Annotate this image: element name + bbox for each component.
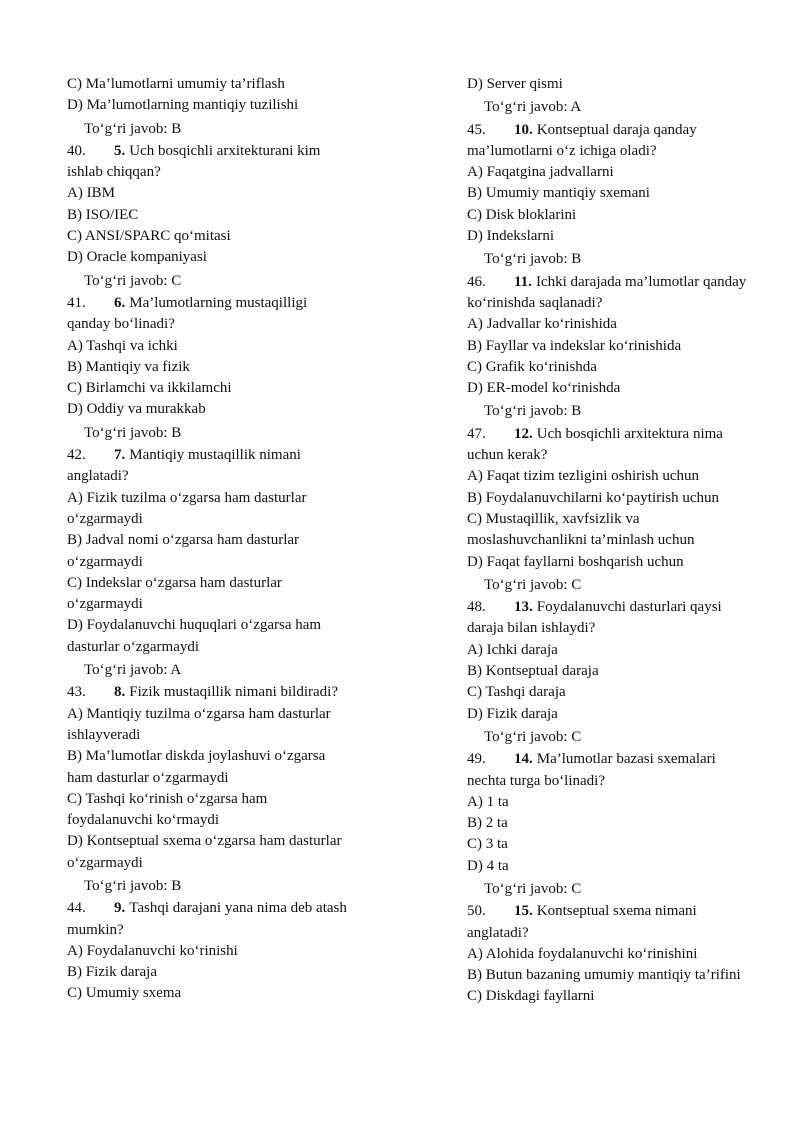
- question-heading: [67, 898, 377, 919]
- question-number: 41.: [67, 294, 86, 311]
- question-subnumber: 8.: [114, 684, 126, 701]
- answer-option: ishlayveradi: [67, 726, 141, 743]
- question-number: 40.: [67, 142, 86, 159]
- question-text: Mantiqiy mustaqillik nimani: [129, 447, 301, 464]
- question-text: Fizik mustaqillik nimani bildiradi?: [129, 684, 338, 701]
- answer-option: B) Ma’lumotlar diskda joylashuvi o‘zgarsa: [67, 748, 326, 765]
- question-subnumber: 12.: [514, 425, 533, 442]
- answer-option: C) Umumiy sxema: [67, 985, 182, 1002]
- question-number: 48.: [467, 599, 486, 616]
- right-column: [467, 74, 772, 1008]
- question-text-continued: mumkin?: [67, 921, 124, 938]
- answer-option: D) 4 ta: [467, 857, 509, 874]
- question-block: [467, 749, 772, 900]
- correct-answer: To‘g‘ri javob: B: [84, 120, 182, 137]
- question-text: Uch bosqichli arxitektura nima: [536, 425, 723, 442]
- answer-option: C) Birlamchi va ikkilamchi: [67, 380, 232, 397]
- question-block: [467, 272, 772, 423]
- answer-option: o‘zgarmaydi: [67, 510, 143, 527]
- question-block: [67, 445, 377, 681]
- question-block: [67, 141, 377, 292]
- answer-option: C) 3 ta: [467, 836, 508, 853]
- question-heading: [467, 901, 772, 922]
- question-text: Foydalanuvchi dasturlari qaysi: [536, 599, 722, 616]
- question-number: 44.: [67, 900, 86, 917]
- question-subnumber: 7.: [114, 447, 126, 464]
- question-text-continued: ishlab chiqqan?: [67, 164, 161, 181]
- question-number: 45.: [467, 121, 486, 138]
- answer-option: B) Mantiqiy va fizik: [67, 358, 190, 375]
- question-number: 42.: [67, 447, 86, 464]
- question-block: [467, 424, 772, 596]
- question-heading: [67, 141, 377, 162]
- answer-option: o‘zgarmaydi: [67, 553, 143, 570]
- question-subnumber: 5.: [114, 142, 126, 159]
- question-block: [467, 120, 772, 271]
- answer-option: A) Alohida foydalanuvchi ko‘rinishini: [467, 945, 698, 962]
- question-subnumber: 10.: [514, 121, 533, 138]
- answer-option: D) Ma’lumotlarning mantiqiy tuzilishi: [67, 97, 299, 114]
- question-text: Uch bosqichli arxitekturani kim: [129, 142, 321, 159]
- question-text-continued: ma’lumotlarni o‘z ichiga oladi?: [467, 142, 657, 159]
- question-block: [67, 898, 377, 1004]
- question-heading: [467, 424, 772, 445]
- answer-option: B) Kontseptual daraja: [467, 663, 599, 680]
- question-number: 46.: [467, 273, 486, 290]
- answer-option: A) Tashqi va ichki: [67, 337, 178, 354]
- question-text: Kontseptual sxema nimani: [536, 903, 697, 920]
- answer-option: ham dasturlar o‘zgarmaydi: [67, 769, 229, 786]
- answer-option: C) Mustaqillik, xavfsizlik va: [467, 510, 640, 527]
- answer-option: A) Jadvallar ko‘rinishida: [467, 316, 617, 333]
- correct-answer: To‘g‘ri javob: B: [84, 424, 182, 441]
- answer-option: dasturlar o‘zgarmaydi: [67, 638, 200, 655]
- question-text-continued: anglatadi?: [67, 468, 129, 485]
- answer-option: C) Diskdagi fayllarni: [467, 988, 595, 1005]
- question-block: [467, 901, 772, 1007]
- question-text-continued: anglatadi?: [467, 924, 529, 941]
- answer-option: B) Fizik daraja: [67, 964, 157, 981]
- question-subnumber: 14.: [514, 751, 533, 768]
- question-text-continued: daraja bilan ishlaydi?: [467, 620, 596, 637]
- question-text: Ma’lumotlar bazasi sxemalari: [536, 751, 716, 768]
- answer-option: B) Fayllar va indekslar ko‘rinishida: [467, 337, 682, 354]
- answer-option: B) Butun bazaning umumiy mantiqiy ta’rifini: [467, 967, 741, 984]
- correct-answer: To‘g‘ri javob: B: [84, 877, 182, 894]
- question-number: 50.: [467, 903, 486, 920]
- question-text: Kontseptual daraja qanday: [536, 121, 697, 138]
- answer-option: B) 2 ta: [467, 815, 508, 832]
- left-column: [67, 74, 377, 1005]
- question-heading: [67, 682, 377, 703]
- answer-option: A) Faqatgina jadvallarni: [467, 164, 614, 181]
- question-heading: [67, 445, 377, 466]
- question-number: 47.: [467, 425, 486, 442]
- answer-option: A) IBM: [67, 185, 115, 202]
- answer-option: D) Oddiy va murakkab: [67, 401, 206, 418]
- question-heading: [467, 120, 772, 141]
- answer-option: C) Tashqi ko‘rinish o‘zgarsa ham: [67, 790, 268, 807]
- answer-option: D) Fizik daraja: [467, 705, 558, 722]
- correct-answer: To‘g‘ri javob: A: [484, 99, 582, 116]
- answer-option: B) Umumiy mantiqiy sxemani: [467, 185, 650, 202]
- correct-answer: To‘g‘ri javob: A: [84, 662, 182, 679]
- question-heading: [467, 749, 772, 770]
- question-block: [67, 682, 377, 897]
- answer-option: o‘zgarmaydi: [67, 596, 143, 613]
- answer-option: A) Mantiqiy tuzilma o‘zgarsa ham dasturlar: [67, 705, 331, 722]
- question-text-continued: uchun kerak?: [467, 447, 548, 464]
- answer-option: C) ANSI/SPARC qo‘mitasi: [67, 228, 231, 245]
- answer-option: D) Foydalanuvchi huquqlari o‘zgarsa ham: [67, 617, 322, 634]
- question-heading: [67, 293, 377, 314]
- answer-option: moslashuvchanlikni ta’minlash uchun: [467, 532, 695, 549]
- answer-option: A) Ichki daraja: [467, 641, 558, 658]
- answer-option: D) Indekslarni: [467, 228, 555, 245]
- answer-option: A) Foydalanuvchi ko‘rinishi: [67, 942, 238, 959]
- answer-option: o‘zgarmaydi: [67, 854, 143, 871]
- question-block: [467, 597, 772, 748]
- answer-option: D) Oracle kompaniyasi: [67, 249, 207, 266]
- correct-answer: To‘g‘ri javob: C: [484, 576, 582, 593]
- correct-answer: To‘g‘ri javob: B: [484, 251, 582, 268]
- answer-option: D) Kontseptual sxema o‘zgarsa ham dasturlar: [67, 833, 342, 850]
- answer-option: C) Indekslar o‘zgarsa ham dasturlar: [67, 574, 282, 591]
- answer-option: C) Disk bloklarini: [467, 206, 577, 223]
- answer-option: C) Grafik ko‘rinishda: [467, 358, 597, 375]
- answer-option: C) Ma’lumotlarni umumiy ta’riflash: [67, 76, 285, 92]
- answer-option: D) Server qismi: [467, 76, 563, 92]
- answer-option: A) 1 ta: [467, 793, 509, 810]
- question-block: [67, 293, 377, 444]
- question-subnumber: 13.: [514, 599, 533, 616]
- question-heading: [467, 272, 772, 293]
- question-text-continued: nechta turga bo‘linadi?: [467, 772, 606, 789]
- question-subnumber: 9.: [114, 900, 126, 917]
- answer-option: B) ISO/IEC: [67, 206, 139, 223]
- correct-answer: To‘g‘ri javob: B: [484, 403, 582, 420]
- answer-option: foydalanuvchi ko‘rmaydi: [67, 812, 220, 829]
- question-text: Tashqi darajani yana nima deb atash: [129, 900, 347, 917]
- answer-option: B) Foydalanuvchilarni ko‘paytirish uchun: [467, 489, 720, 506]
- question-subnumber: 15.: [514, 903, 533, 920]
- question-number: 43.: [67, 684, 86, 701]
- answer-option: C) Tashqi daraja: [467, 684, 566, 701]
- correct-answer: To‘g‘ri javob: C: [484, 880, 582, 897]
- answer-option: D) ER-model ko‘rinishda: [467, 380, 621, 397]
- question-heading: [467, 597, 772, 618]
- question-subnumber: 11.: [514, 273, 532, 290]
- correct-answer: To‘g‘ri javob: C: [484, 728, 582, 745]
- correct-answer: To‘g‘ri javob: C: [84, 272, 182, 289]
- question-text: Ichki darajada ma’lumotlar qanday: [535, 273, 747, 290]
- question-number: 49.: [467, 751, 486, 768]
- question-text-continued: qanday bo‘linadi?: [67, 316, 175, 333]
- answer-option: B) Jadval nomi o‘zgarsa ham dasturlar: [67, 532, 300, 549]
- question-text: Ma’lumotlarning mustaqilligi: [129, 294, 308, 311]
- answer-option: A) Faqat tizim tezligini oshirish uchun: [467, 468, 700, 485]
- question-text-continued: ko‘rinishda saqlanadi?: [467, 294, 603, 311]
- answer-option: D) Faqat fayllarni boshqarish uchun: [467, 553, 684, 570]
- question-subnumber: 6.: [114, 294, 126, 311]
- answer-option: A) Fizik tuzilma o‘zgarsa ham dasturlar: [67, 489, 307, 506]
